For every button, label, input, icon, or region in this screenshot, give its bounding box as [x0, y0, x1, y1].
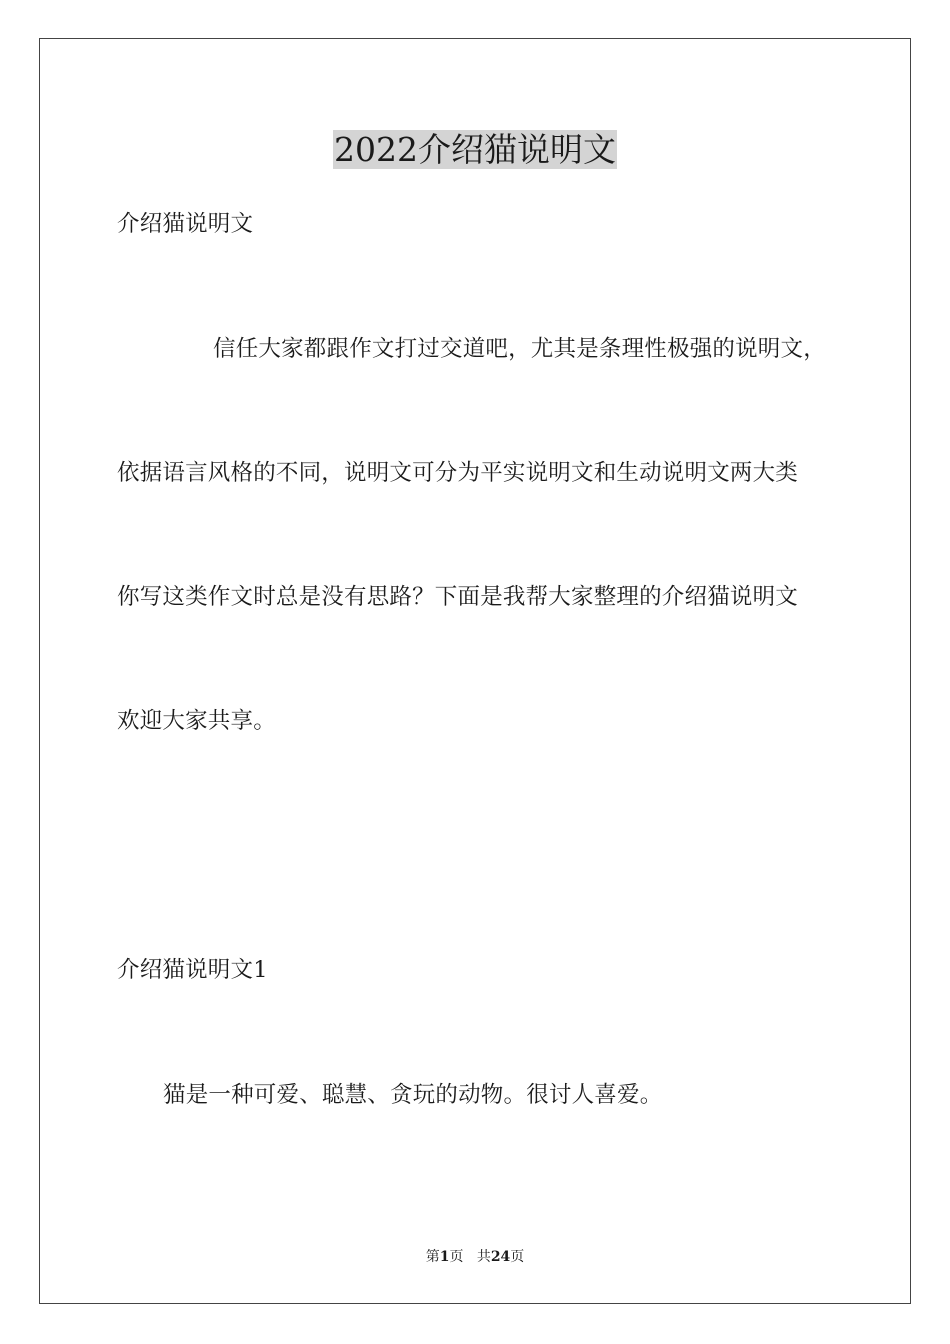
- paragraph-line-3: 你写这类作文时总是没有思路？下面是我帮大家整理的介绍猫说明文: [117, 584, 799, 610]
- footer-total-suffix: 页: [510, 1249, 525, 1265]
- footer-total-pages: 24: [490, 1249, 511, 1265]
- footer-page-number: 1: [439, 1249, 450, 1265]
- document-title: [0, 128, 950, 172]
- section-heading: 介绍猫说明文1: [117, 957, 268, 983]
- paragraph-line-1: 信任大家都跟作文打过交道吧，尤其是条理性极强的说明文，: [213, 336, 826, 362]
- page-footer: [0, 1247, 950, 1267]
- footer-page-suffix: 页: [449, 1249, 464, 1265]
- title-text: 2022介绍猫说明文: [334, 130, 616, 169]
- subtitle-line: 介绍猫说明文: [117, 211, 254, 237]
- paragraph-line-4: 欢迎大家共享。: [117, 708, 276, 734]
- section-paragraph-line: 猫是一种可爱、聪慧、贪玩的动物。很讨人喜爱。: [163, 1082, 663, 1108]
- footer-total-prefix: 共: [476, 1249, 491, 1265]
- paragraph-line-2: 依据语言风格的不同，说明文可分为平实说明文和生动说明文两大类: [117, 460, 799, 486]
- footer-page-prefix: 第: [425, 1249, 440, 1265]
